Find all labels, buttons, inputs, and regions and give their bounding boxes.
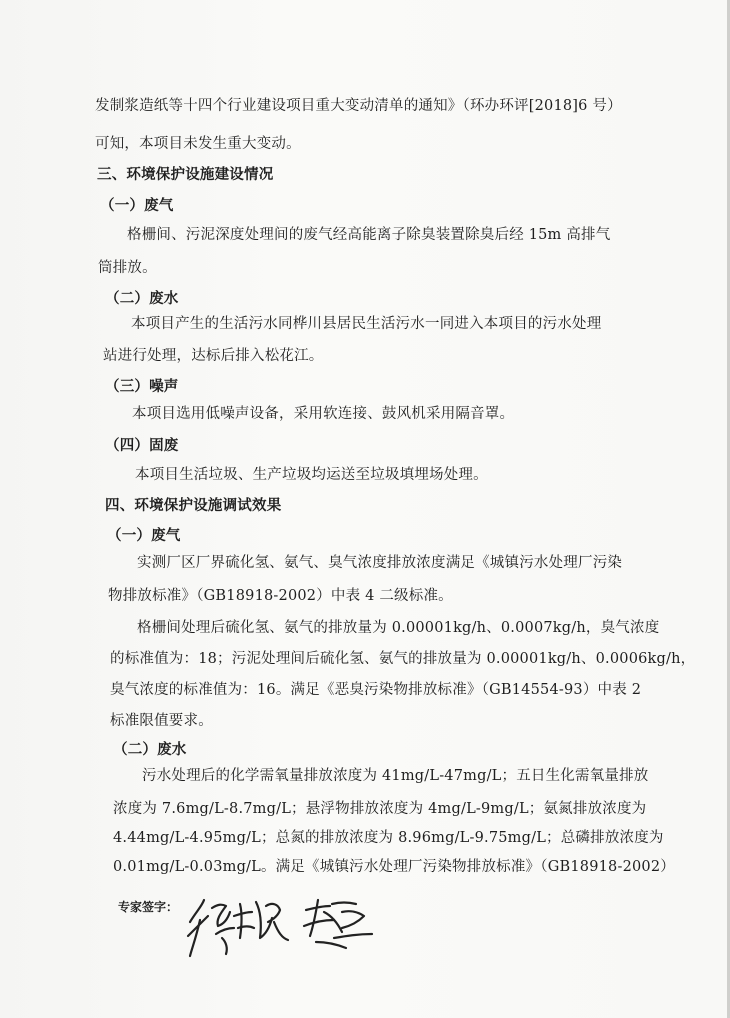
subsection-heading: （二）废水 <box>105 290 179 307</box>
paragraph-line: 本项目选用低噪声设备，采用软连接、鼓风机采用隔音罩。 <box>132 406 515 422</box>
paragraph-line: 4.44mg/L-4.95mg/L；总氮的排放浓度为 8.96mg/L-9.75mg/L；总磷排放浓度为 <box>113 830 664 846</box>
subsection-heading: （四）固废 <box>105 437 179 454</box>
paragraph-line: 筒排放。 <box>98 260 157 276</box>
section-heading: 四、环境保护设施调试效果 <box>105 497 282 514</box>
paragraph-line: 0.01mg/L-0.03mg/L。满足《城镇污水处理厂污染物排放标准》（GB18918-2002） <box>113 859 675 875</box>
paragraph-line: 本项目生活垃圾、生产垃圾均运送至垃圾填埋场处理。 <box>135 467 488 483</box>
paragraph-line: 站进行处理，达标后排入松花江。 <box>103 348 324 364</box>
subsection-heading: （一）废气 <box>100 197 174 214</box>
paragraph-line: 物排放标准》（GB18918-2002）中表 4 二级标准。 <box>108 588 453 604</box>
paragraph-line: 污水处理后的化学需氧量排放浓度为 41mg/L-47mg/L；五日生化需氧量排放 <box>142 768 649 784</box>
paragraph-line: 浓度为 7.6mg/L-8.7mg/L；悬浮物排放浓度为 4mg/L-9mg/L；氨氮排放浓度为 <box>113 801 647 817</box>
signature-label: 专家签字： <box>118 900 179 914</box>
subsection-heading: （三）噪声 <box>105 378 179 395</box>
subsection-heading: （二）废水 <box>113 741 187 758</box>
paragraph-line: 本项目产生的生活污水同桦川县居民生活污水一同进入本项目的污水处理 <box>131 316 602 332</box>
paragraph-line: 格栅间、污泥深度处理间的废气经高能离子除臭装置除臭后经 15m 高排气 <box>127 227 611 243</box>
section-heading: 三、环境保护设施建设情况 <box>97 166 274 183</box>
subsection-heading: （一）废气 <box>107 527 181 544</box>
paragraph-line: 可知，本项目未发生重大变动。 <box>95 136 301 152</box>
handwritten-signature <box>182 882 382 962</box>
paragraph-line: 实测厂区厂界硫化氢、氨气、臭气浓度排放浓度满足《城镇污水处理厂污染 <box>137 555 623 571</box>
paragraph-line: 格栅间处理后硫化氢、氨气的排放量为 0.00001kg/h、0.0007kg/h，臭气浓度 <box>137 620 660 636</box>
paragraph-line: 的标准值为：18；污泥处理间后硫化氢、氨气的排放量为 0.00001kg/h、0.0006kg/h， <box>110 651 696 667</box>
paragraph-line: 臭气浓度的标准值为：16。满足《恶臭污染物排放标准》（GB14554-93）中表 2 <box>110 682 642 698</box>
paragraph-line: 发制浆造纸等十四个行业建设项目重大变动清单的通知》（环办环评[2018]6 号） <box>95 98 622 114</box>
paragraph-line: 标准限值要求。 <box>110 713 213 729</box>
